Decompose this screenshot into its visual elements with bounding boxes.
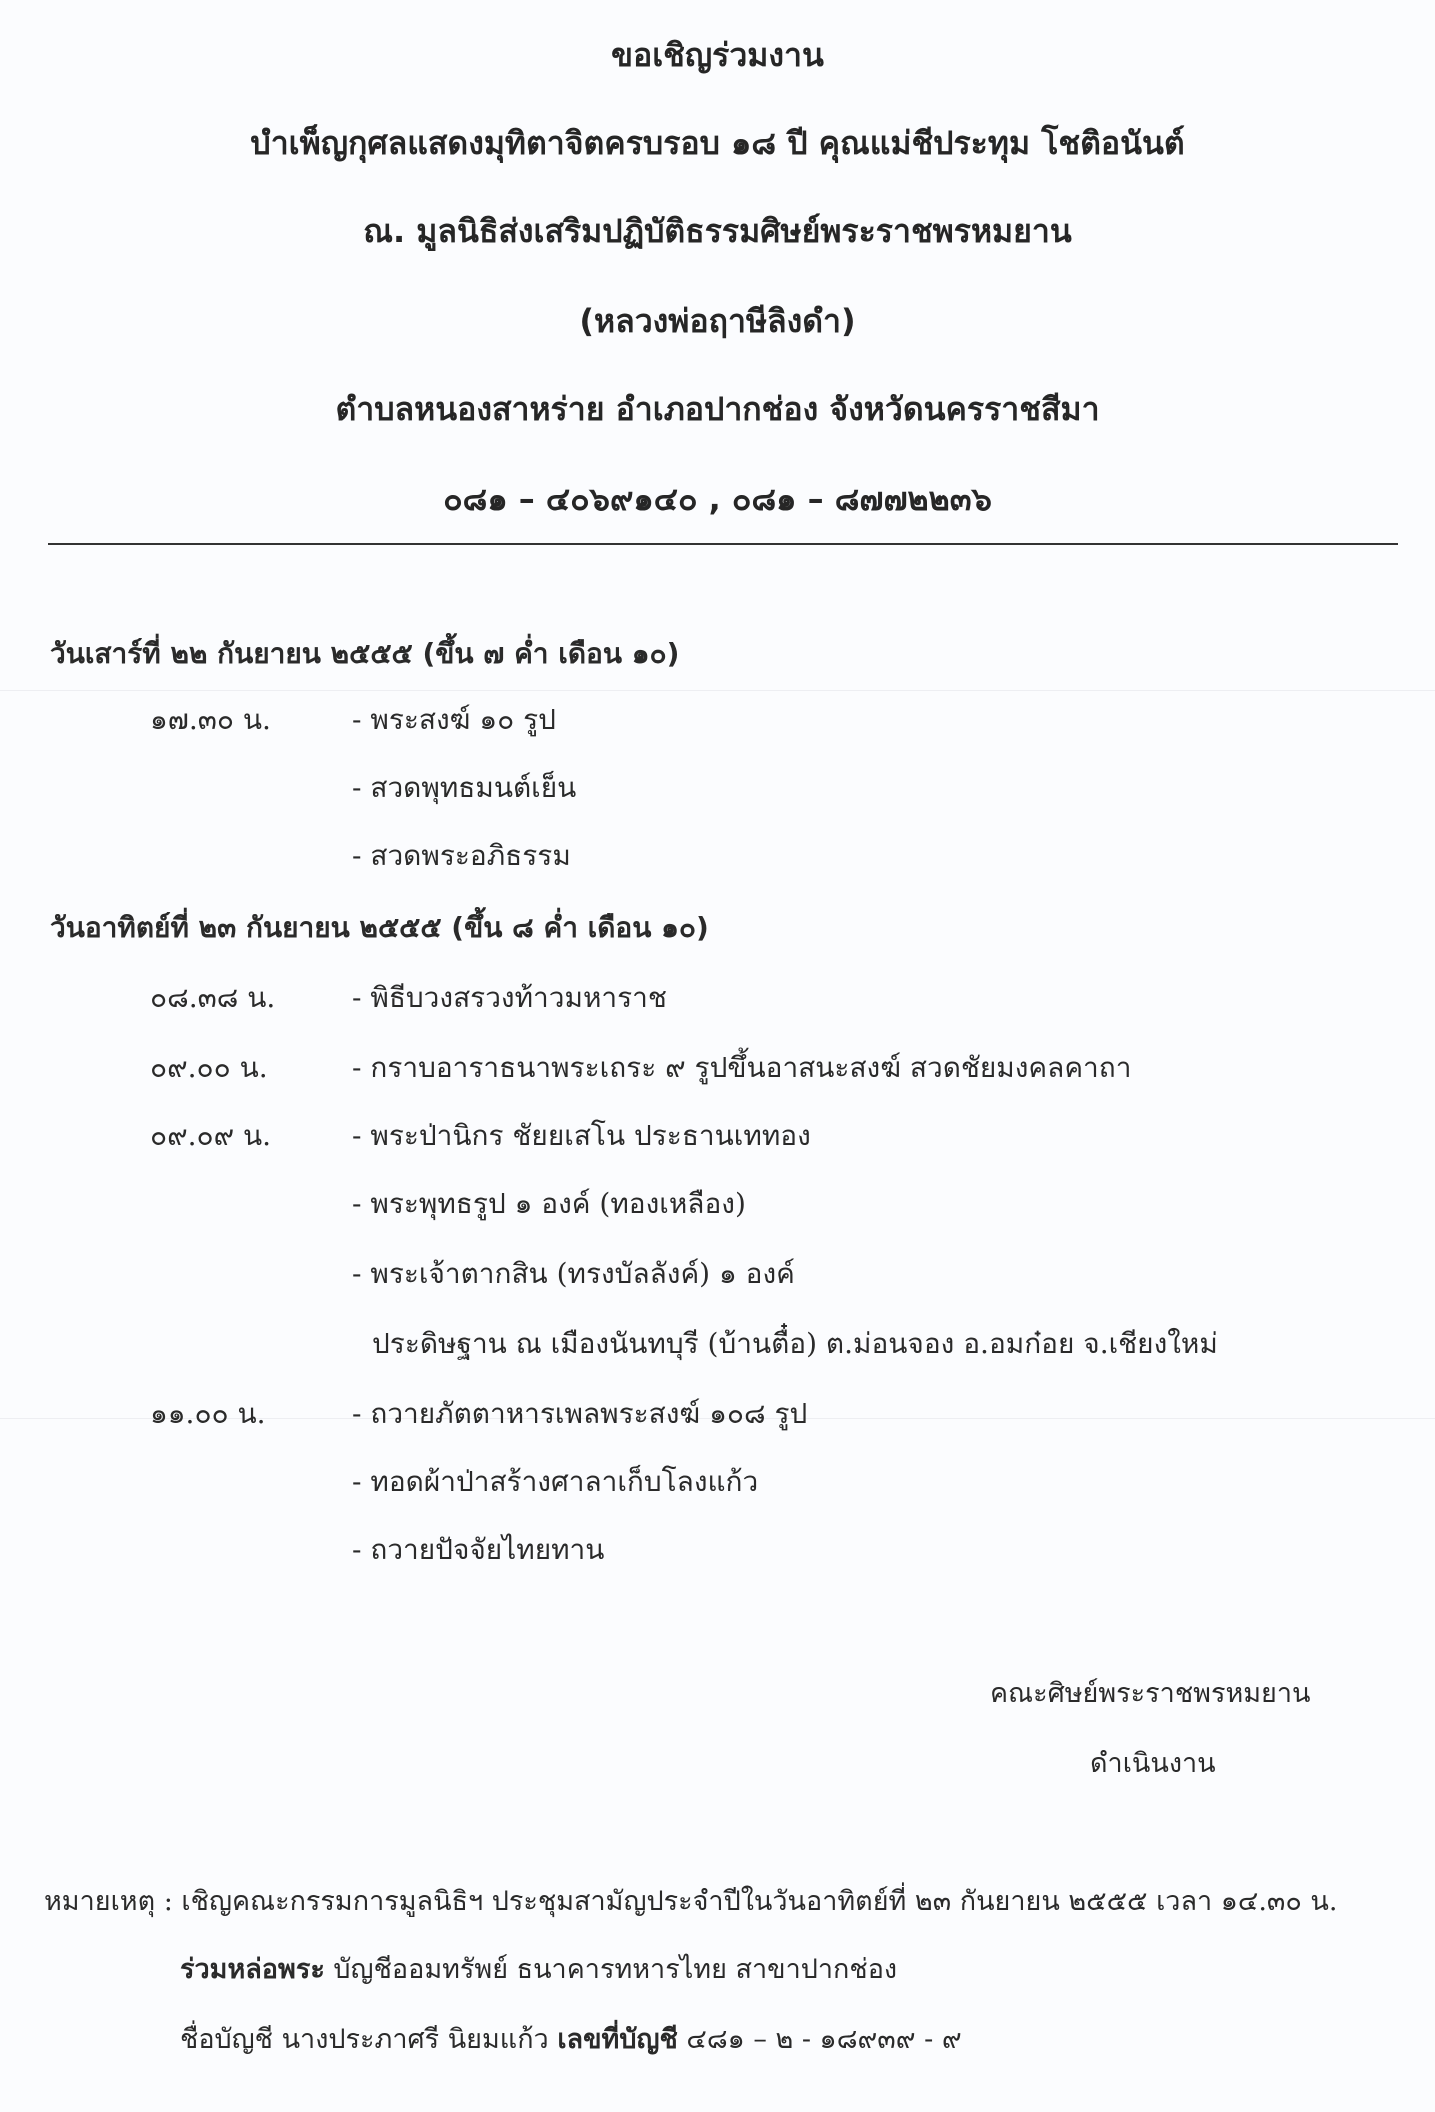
day2-item-6: - ถวายภัตตาหารเพลพระสงฆ์ ๑๐๘ รูป [352, 1397, 808, 1430]
day2-item-5-continued: ประดิษฐาน ณ เมืองนันทบุรี (บ้านตื๋อ) ต.ม่อนจอง อ.อมก๋อย จ.เชียงใหม่ [372, 1327, 1218, 1360]
header-divider [48, 543, 1398, 545]
day1-item-3: - สวดพระอภิธรรม [352, 839, 571, 872]
day1-item-1: - พระสงฆ์ ๑๐ รูป [352, 703, 556, 736]
day2-item-2: - กราบอาราธนาพระเถระ ๙ รูปขึ้นอาสนะสงฆ์ สวดชัยมงคลคาถา [352, 1051, 1132, 1084]
day2-time-4: ๑๑.๐๐ น. [150, 1397, 266, 1430]
header-occasion: บำเพ็ญกุศลแสดงมุทิตาจิตครบรอบ ๑๘ ปี คุณแม่ชีประทุม โชติอนันต์ [250, 124, 1185, 162]
day1-title: วันเสาร์ที่ ๒๒ กันยายน ๒๕๕๕ (ขึ้น ๗ ค่ำ เดือน ๑๐) [50, 637, 680, 670]
donation-line [180, 1952, 897, 1988]
note-text: หมายเหตุ : เชิญคณะกรรมการมูลนิธิฯ ประชุมสามัญประจำปีในวันอาทิตย์ที่ ๒๓ กันยายน ๒๕๕๕ เวลา ๑๔.๓๐ น. [44, 1886, 1338, 1917]
day2-title: วันอาทิตย์ที่ ๒๓ กันยายน ๒๕๕๕ (ขึ้น ๘ ค่ำ เดือน ๑๐) [50, 911, 709, 944]
donation-label: ร่วมหล่อพระ [180, 1954, 325, 1985]
day2-item-7: - ทอดผ้าป่าสร้างศาลาเก็บโลงแก้ว [352, 1465, 759, 1498]
paper-fold-line [0, 690, 1435, 691]
day1-item-2: - สวดพุทธมนต์เย็น [352, 771, 577, 804]
signature-role: ดำเนินงาน [1090, 1748, 1216, 1779]
day2-item-8: - ถวายปัจจัยไทยทาน [352, 1533, 605, 1566]
header-title: ขอเชิญร่วมงาน [611, 36, 824, 74]
day2-time-2: ๐๙.๐๐ น. [150, 1051, 268, 1084]
header-venue-alias: (หลวงพ่อฤาษีลิงดำ) [579, 302, 856, 340]
account-name: ชื่อบัญชี นางประภาศรี นิยมแก้ว [180, 2024, 549, 2055]
account-number-label: เลขที่บัญชี [557, 2024, 678, 2055]
day2-item-5: - พระเจ้าตากสิน (ทรงบัลลังค์) ๑ องค์ [352, 1257, 795, 1290]
header-venue: ณ. มูลนิธิส่งเสริมปฏิบัติธรรมศิษย์พระราชพรหมยาน [363, 212, 1072, 250]
day2-time-3: ๐๙.๐๙ น. [150, 1119, 272, 1152]
header-address: ตำบลหนองสาหร่าย อำเภอปากช่อง จังหวัดนครราชสีมา [335, 390, 1100, 428]
day1-time-1: ๑๗.๓๐ น. [150, 703, 271, 736]
account-number: ๔๘๑ – ๒ - ๑๘๙๓๙ - ๙ [686, 2024, 962, 2055]
header-phones: ๐๘๑ – ๔๐๖๙๑๔๐ , ๐๘๑ – ๘๗๗๒๒๓๖ [443, 480, 992, 518]
signature-organization: คณะศิษย์พระราชพรหมยาน [990, 1678, 1311, 1709]
day2-item-4: - พระพุทธรูป ๑ องค์ (ทองเหลือง) [352, 1187, 746, 1220]
day2-item-1: - พิธีบวงสรวงท้าวมหาราช [352, 981, 667, 1014]
account-line [180, 2022, 962, 2058]
donation-bank: บัญชีออมทรัพย์ ธนาคารทหารไทย สาขาปากช่อง [333, 1954, 898, 1985]
day2-time-1: ๐๘.๓๘ น. [150, 981, 276, 1014]
day2-item-3: - พระป่านิกร ชัยยเสโน ประธานเททอง [352, 1119, 811, 1152]
